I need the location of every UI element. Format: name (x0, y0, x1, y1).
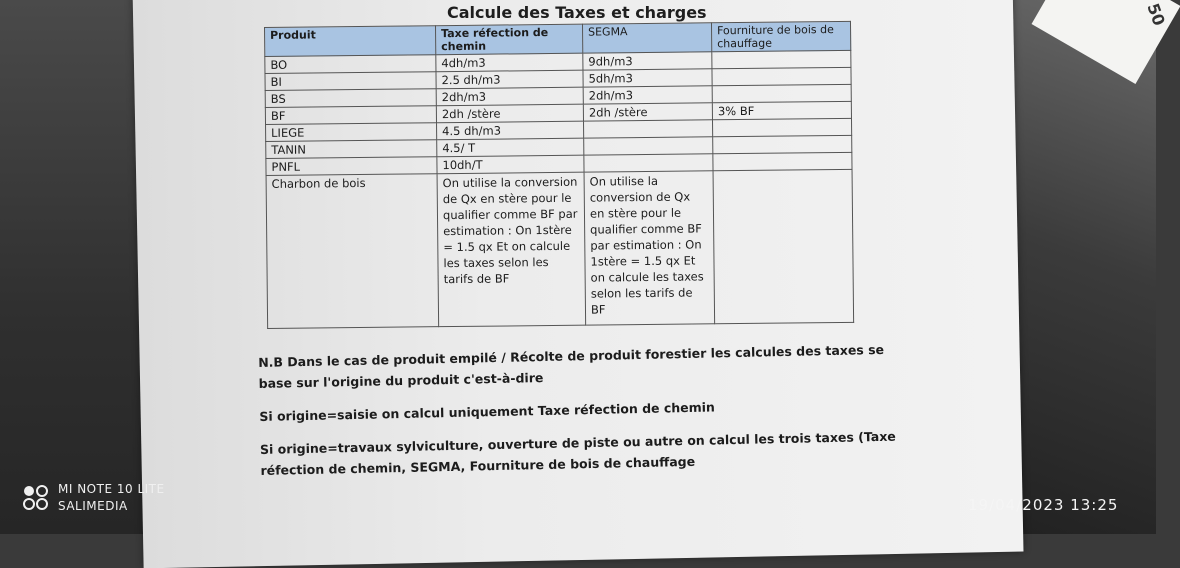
cell-segma: 2dh /stère (583, 103, 712, 121)
cell-taxe: 2dh /stère (436, 104, 583, 123)
cell-produit: TANIN (266, 140, 437, 159)
table-row (266, 169, 854, 328)
header-fourniture: Fourniture de bois de chauffage (711, 21, 850, 51)
watermark (58, 481, 165, 515)
cell-taxe: On utilise la conversion de Qx en stère pour le qualifier comme BF par estimation : On 1stère = 1.5 qx Et on calcule les taxes selon les tarifs de BF (437, 172, 586, 327)
cell-segma: 9dh/m3 (583, 52, 712, 70)
tax-table (264, 21, 854, 329)
cell-taxe: 2.5 dh/m3 (436, 70, 583, 89)
note-nb: N.B Dans le cas de produit empilé / Récolte de produit forestier les calcules des taxes se base sur l'origine du produit c'est-à-dire (258, 341, 885, 391)
cell-produit: BS (265, 89, 436, 108)
cell-segma (584, 154, 713, 172)
cell-fourniture (712, 84, 851, 102)
cell-produit: LIEGE (266, 123, 437, 142)
background-sheet-number: 50 (1143, 0, 1169, 29)
cell-fourniture (712, 67, 851, 85)
cell-fourniture (712, 118, 851, 136)
cell-produit: BO (265, 55, 436, 74)
cell-taxe: 4dh/m3 (436, 53, 583, 72)
cell-produit: BF (265, 106, 436, 125)
cell-segma: On utilise la conversion de Qx en stère pour le qualifier comme BF par estimation : On 1stère = 1.5 qx Et on calcule les taxes selon les tarifs de BF (584, 171, 715, 325)
cell-fourniture (713, 135, 852, 153)
header-segma: SEGMA (582, 23, 711, 53)
cell-segma (584, 137, 713, 155)
watermark-owner: SALIMEDIA (58, 499, 128, 513)
header-produit: Produit (265, 26, 436, 57)
camera-logo-icon (22, 484, 50, 512)
cell-fourniture (713, 152, 852, 170)
cell-fourniture (713, 169, 854, 323)
cell-taxe: 10dh/T (437, 155, 584, 174)
cell-segma: 2dh/m3 (583, 86, 712, 104)
cell-taxe: 2dh/m3 (436, 87, 583, 106)
document-title: Calcule des Taxes et charges (447, 3, 707, 22)
note-saisie: Si origine=saisie on calcul uniquement Taxe réfection de chemin (259, 399, 716, 424)
cell-fourniture: 3% BF (712, 101, 851, 119)
cell-produit: BI (265, 72, 436, 91)
watermark-device: MI NOTE 10 LITE (58, 482, 165, 496)
cell-segma: 5dh/m3 (583, 69, 712, 87)
cell-taxe: 4.5/ T (437, 138, 584, 157)
header-taxe-refection: Taxe réfection de chemin (435, 24, 582, 55)
cell-fourniture (712, 50, 851, 68)
datetime-stamp: 19/04/2023 13:25 (968, 496, 1119, 514)
cell-segma (584, 120, 713, 138)
cell-produit: PNFL (266, 157, 437, 176)
cell-produit: Charbon de bois (266, 174, 439, 329)
notes-section (258, 339, 901, 493)
cell-taxe: 4.5 dh/m3 (437, 121, 584, 140)
note-travaux: Si origine=travaux sylviculture, ouverture de piste ou autre on calcul les trois taxes (Taxe réfection de chemin, SEGMA, Fourniture de bois de chauffage (259, 428, 896, 478)
